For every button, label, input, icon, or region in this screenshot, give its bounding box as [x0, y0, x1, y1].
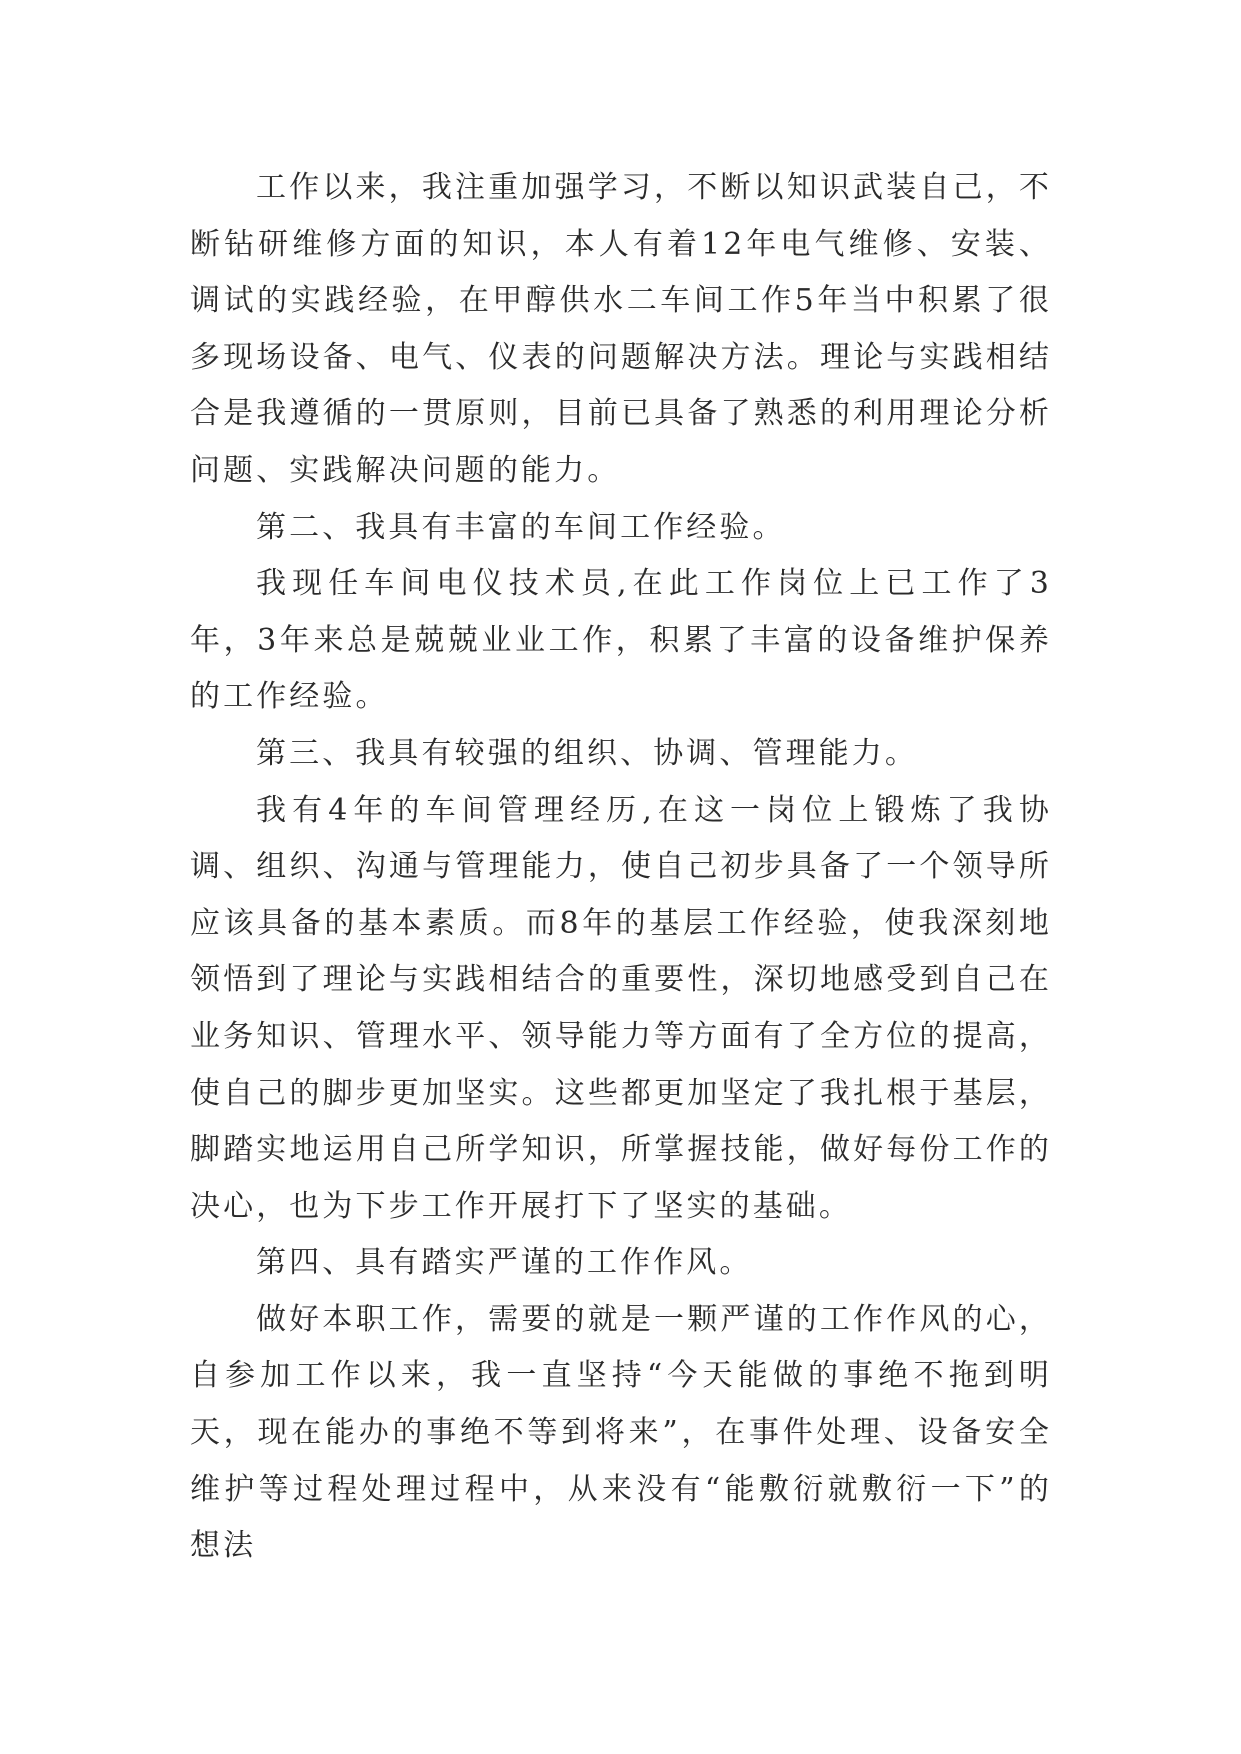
paragraph-technician-role: 我现任车间电仪技术员,在此工作岗位上已工作了3年，3年来总是兢兢业业工作，积累了丰富的设备维护保养的工作经验。	[190, 566, 1052, 715]
paragraph-management-experience: 我有4年的车间管理经历,在这一岗位上锻炼了我协调、组织、沟通与管理能力，使自己初步具备了一个领导所应该具备的基本素质。而8年的基层工作经验，使我深刻地领悟到了理论与实践相结合的重要性，深切地感受到自己在业务知识、管理水平、领导能力等方面有了全方位的提高，使自己的脚步更加坚实。这些都更加坚定了我扎根于基层，脚踏实地运用自己所学知识，所掌握技能，做好每份工作的决心，也为下步工作开展打下了坚实的基础。	[190, 792, 1052, 1224]
document-body	[190, 160, 1052, 1575]
section-heading-work-style: 第四、具有踏实严谨的工作作风。	[256, 1245, 753, 1281]
section-heading-workshop-experience: 第二、我具有丰富的车间工作经验。	[256, 509, 786, 545]
section-heading-management-ability: 第三、我具有较强的组织、协调、管理能力。	[256, 735, 918, 771]
paragraph-study-experience: 工作以来，我注重加强学习，不断以知识武装自己，不断钻研维修方面的知识，本人有着12年电气维修、安装、调试的实践经验，在甲醇供水二车间工作5年当中积累了很多现场设备、电气、仪表的问题解决方法。理论与实践相结合是我遵循的一贯原则，目前已具备了熟悉的利用理论分析问题、实践解决问题的能力。	[190, 170, 1052, 488]
paragraph-work-attitude: 做好本职工作，需要的就是一颗严谨的工作作风的心，自参加工作以来，我一直坚持“今天能做的事绝不拖到明天，现在能办的事绝不等到将来”，在事件处理、设备安全维护等过程处理过程中，从来没有“能敷衍就敷衍一下”的想法	[190, 1301, 1052, 1564]
